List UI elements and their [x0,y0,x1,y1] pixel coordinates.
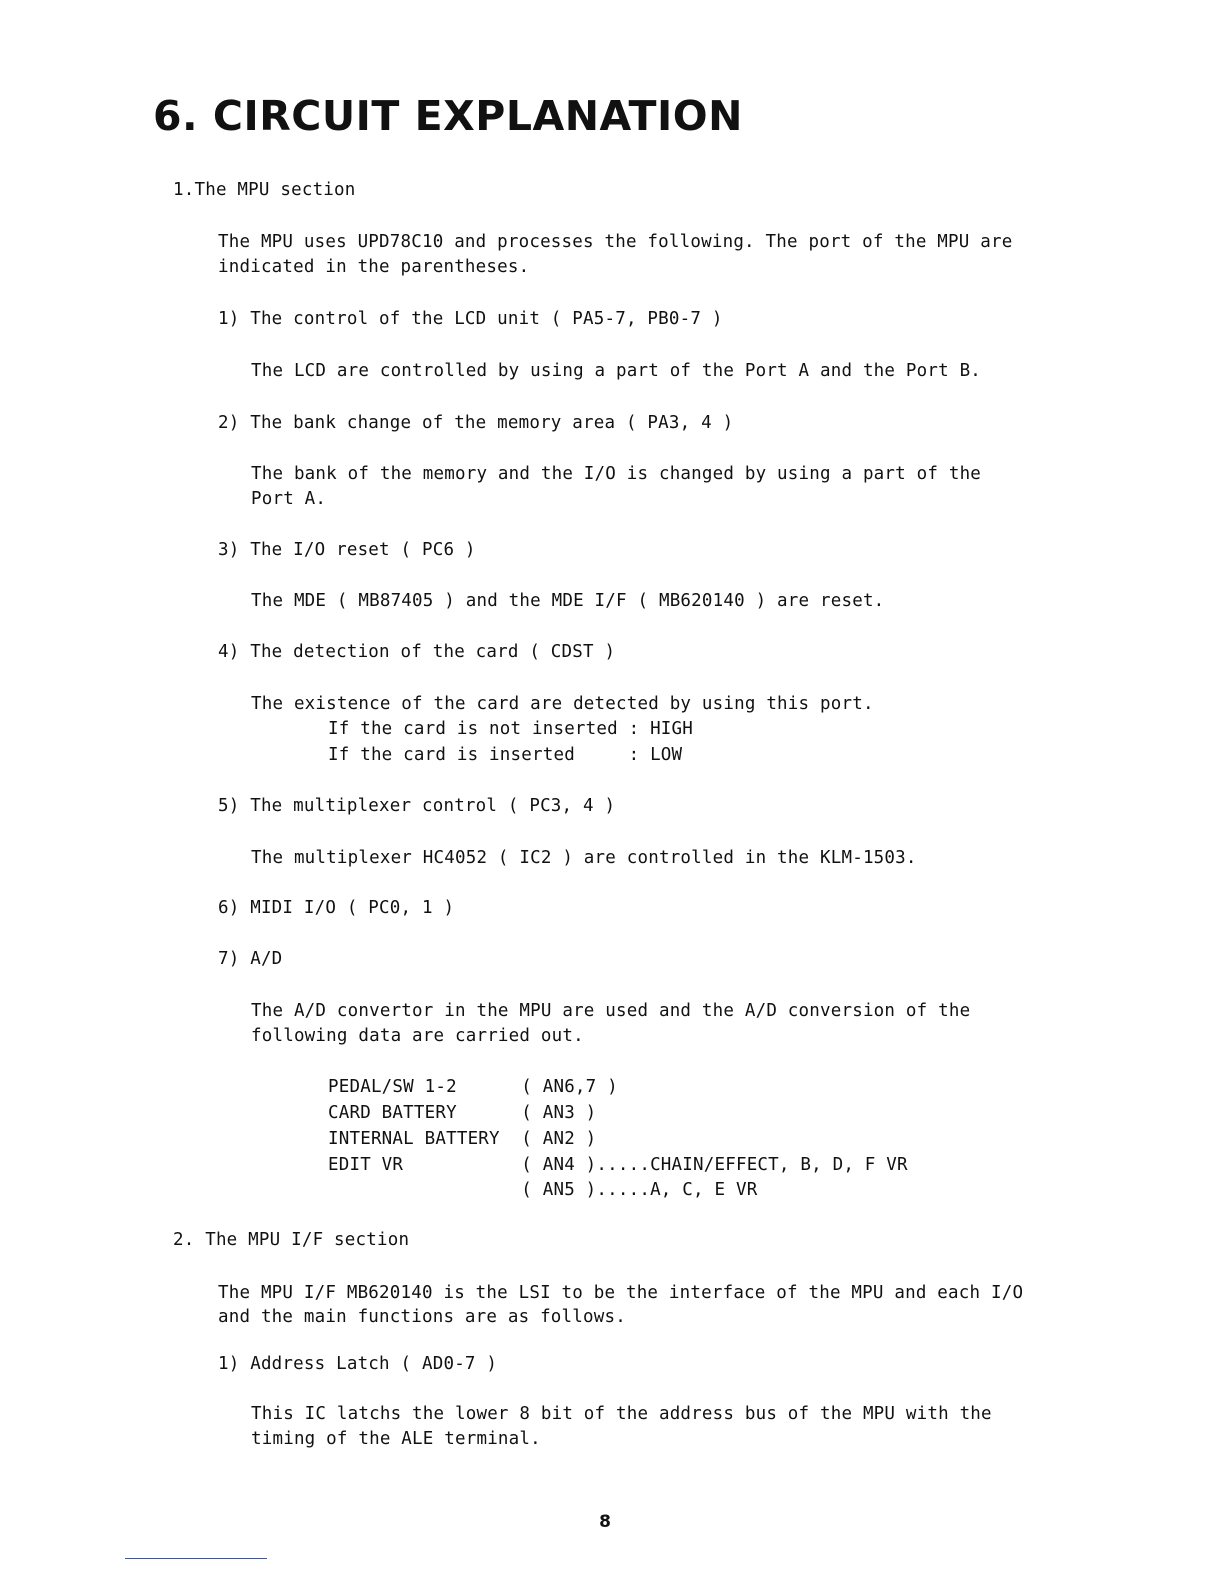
page-number: 8 [599,1512,611,1532]
section-intro-line: and the main functions are as follows. [218,1307,626,1327]
item-body-line: The multiplexer HC4052 ( IC2 ) are controlled in the KLM-1503. [251,848,917,868]
item-heading: 1) The control of the LCD unit ( PA5-7, PB0-7 ) [218,309,723,329]
item-heading: 2) The bank change of the memory area ( PA3, 4 ) [218,413,734,433]
item-heading: 6) MIDI I/O ( PC0, 1 ) [218,898,455,918]
footer-rule [125,1558,267,1559]
item-body-line: The existence of the card are detected by using this port. [251,694,874,714]
item-body-line: The bank of the memory and the I/O is changed by using a part of the [251,464,982,484]
item-heading: 7) A/D [218,949,283,969]
condition-line: If the card is not inserted : HIGH [328,719,694,739]
item-heading: 1) Address Latch ( AD0-7 ) [218,1354,498,1374]
page-title: 6. CIRCUIT EXPLANATION [153,92,743,140]
item-body-line: This IC latchs the lower 8 bit of the address bus of the MPU with the [251,1404,992,1424]
section-heading-mpu-if: 2. The MPU I/F section [173,1230,410,1250]
item-body-line: Port A. [251,489,327,509]
condition-line: If the card is inserted : LOW [328,745,683,765]
item-heading: 3) The I/O reset ( PC6 ) [218,540,476,560]
ad-table-row: PEDAL/SW 1-2 ( AN6,7 ) [328,1077,618,1097]
item-body-line: following data are carried out. [251,1026,584,1046]
ad-table-row: EDIT VR ( AN4 ).....CHAIN/EFFECT, B, D, F VR [328,1155,908,1175]
ad-table-row: ( AN5 ).....A, C, E VR [328,1180,758,1200]
section-intro-line: The MPU I/F MB620140 is the LSI to be the interface of the MPU and each I/O [218,1283,1024,1303]
item-heading: 4) The detection of the card ( CDST ) [218,642,616,662]
item-body-line: The LCD are controlled by using a part of the Port A and the Port B. [251,361,982,381]
ad-table-row: CARD BATTERY ( AN3 ) [328,1103,597,1123]
ad-table-row: INTERNAL BATTERY ( AN2 ) [328,1129,597,1149]
section-intro-line: indicated in the parentheses. [218,257,530,277]
section-heading-mpu: 1.The MPU section [173,180,356,200]
section-intro-line: The MPU uses UPD78C10 and processes the following. The port of the MPU are [218,232,1013,252]
item-body-line: timing of the ALE terminal. [251,1429,541,1449]
item-heading: 5) The multiplexer control ( PC3, 4 ) [218,796,616,816]
item-body-line: The A/D convertor in the MPU are used and the A/D conversion of the [251,1001,971,1021]
item-body-line: The MDE ( MB87405 ) and the MDE I/F ( MB620140 ) are reset. [251,591,885,611]
